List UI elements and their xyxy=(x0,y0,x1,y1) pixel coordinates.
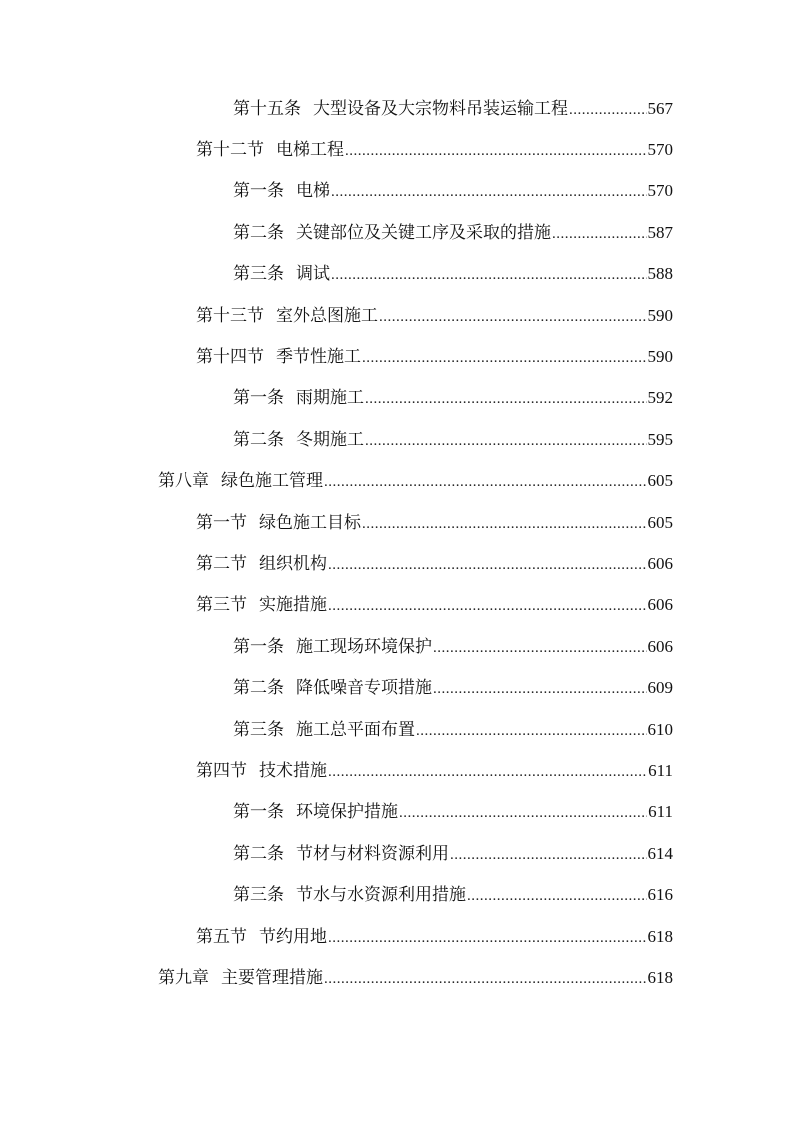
toc-entry[interactable] xyxy=(0,502,793,543)
toc-leader-dots xyxy=(433,679,647,699)
toc-entry[interactable] xyxy=(0,254,793,295)
toc-entry[interactable] xyxy=(0,336,793,377)
toc-entry-number: 第三节 xyxy=(196,595,247,616)
toc-entry-page: 618 xyxy=(647,926,673,946)
toc-entry-page: 587 xyxy=(647,222,673,242)
toc-entry[interactable] xyxy=(0,957,793,998)
toc-leader-dots xyxy=(365,431,647,451)
toc-entry[interactable] xyxy=(0,792,793,833)
toc-entry-number: 第三条 xyxy=(233,264,284,285)
toc-entry-title: 技术措施 xyxy=(259,760,327,781)
toc-entry-page: 605 xyxy=(647,512,673,532)
toc-entry-number: 第十四节 xyxy=(196,347,264,368)
toc-leader-dots xyxy=(416,721,647,741)
toc-entry-number: 第一条 xyxy=(233,802,284,823)
toc-entry-page: 570 xyxy=(647,181,673,201)
toc-entry[interactable] xyxy=(0,874,793,915)
toc-entry-number: 第九章 xyxy=(158,967,209,988)
toc-leader-dots xyxy=(569,100,647,120)
toc-entry-title: 大型设备及大宗物料吊装运输工程 xyxy=(313,98,568,119)
toc-entry-page: 570 xyxy=(647,140,673,160)
toc-leader-dots xyxy=(328,762,647,782)
toc-leader-dots xyxy=(450,845,647,865)
toc-entry-number: 第十三节 xyxy=(196,305,264,326)
toc-entry-number: 第五节 xyxy=(196,926,247,947)
toc-entry-title: 施工总平面布置 xyxy=(296,719,415,740)
toc-entry-number: 第三条 xyxy=(233,885,284,906)
toc-entry-title: 雨期施工 xyxy=(296,388,364,409)
toc-entry-number: 第二条 xyxy=(233,843,284,864)
toc-entry[interactable] xyxy=(0,833,793,874)
toc-entry-number: 第一条 xyxy=(233,388,284,409)
toc-entry-number: 第一节 xyxy=(196,512,247,533)
toc-entry[interactable] xyxy=(0,461,793,502)
toc-leader-dots xyxy=(362,348,647,368)
toc-entry[interactable] xyxy=(0,378,793,419)
toc-entry-title: 降低噪音专项措施 xyxy=(296,678,432,699)
table-of-contents xyxy=(0,88,793,999)
toc-entry-title: 环境保护措施 xyxy=(296,802,398,823)
toc-entry-title: 实施措施 xyxy=(259,595,327,616)
toc-entry[interactable] xyxy=(0,212,793,253)
toc-entry-title: 主要管理措施 xyxy=(221,967,323,988)
toc-entry[interactable] xyxy=(0,750,793,791)
toc-entry-page: 588 xyxy=(647,264,673,284)
toc-entry[interactable] xyxy=(0,626,793,667)
toc-entry-page: 606 xyxy=(647,636,673,656)
toc-entry-page: 611 xyxy=(648,802,673,822)
toc-entry-number: 第一条 xyxy=(233,636,284,657)
toc-entry-page: 605 xyxy=(647,471,673,491)
toc-entry[interactable] xyxy=(0,419,793,460)
toc-entry-title: 绿色施工管理 xyxy=(221,471,323,492)
toc-entry-title: 关键部位及关键工序及采取的措施 xyxy=(296,222,551,243)
toc-leader-dots xyxy=(324,472,647,492)
toc-entry-number: 第二节 xyxy=(196,553,247,574)
toc-leader-dots xyxy=(328,555,647,575)
toc-entry-page: 618 xyxy=(647,967,673,987)
toc-entry-title: 节材与材料资源利用 xyxy=(296,843,449,864)
toc-entry-page: 609 xyxy=(647,678,673,698)
toc-leader-dots xyxy=(379,307,647,327)
toc-leader-dots xyxy=(328,928,647,948)
toc-leader-dots xyxy=(399,803,647,823)
toc-entry-page: 590 xyxy=(647,305,673,325)
toc-entry-title: 组织机构 xyxy=(259,553,327,574)
toc-entry-number: 第十五条 xyxy=(233,98,301,119)
toc-entry-title: 室外总图施工 xyxy=(276,305,378,326)
toc-leader-dots xyxy=(331,182,647,202)
toc-entry[interactable] xyxy=(0,543,793,584)
toc-leader-dots xyxy=(552,224,647,244)
toc-entry-title: 冬期施工 xyxy=(296,429,364,450)
toc-entry-title: 绿色施工目标 xyxy=(259,512,361,533)
toc-entry-number: 第二条 xyxy=(233,222,284,243)
toc-entry-title: 调试 xyxy=(296,264,330,285)
toc-entry-number: 第四节 xyxy=(196,760,247,781)
toc-entry-number: 第三条 xyxy=(233,719,284,740)
toc-entry[interactable] xyxy=(0,667,793,708)
toc-entry[interactable] xyxy=(0,295,793,336)
toc-entry-number: 第八章 xyxy=(158,471,209,492)
toc-leader-dots xyxy=(328,596,647,616)
toc-entry-title: 节水与水资源利用措施 xyxy=(296,885,466,906)
toc-entry[interactable] xyxy=(0,709,793,750)
toc-entry-title: 电梯 xyxy=(296,181,330,202)
toc-entry-number: 第二条 xyxy=(233,429,284,450)
toc-leader-dots xyxy=(345,141,647,161)
toc-entry-title: 节约用地 xyxy=(259,926,327,947)
toc-entry-page: 606 xyxy=(647,595,673,615)
toc-leader-dots xyxy=(433,638,647,658)
toc-entry-page: 592 xyxy=(647,388,673,408)
toc-entry-page: 610 xyxy=(647,719,673,739)
toc-entry[interactable] xyxy=(0,171,793,212)
toc-leader-dots xyxy=(365,389,647,409)
toc-entry-title: 施工现场环境保护 xyxy=(296,636,432,657)
toc-leader-dots xyxy=(467,886,647,906)
toc-leader-dots xyxy=(324,969,647,989)
toc-entry[interactable] xyxy=(0,585,793,626)
toc-entry-page: 614 xyxy=(647,843,673,863)
toc-entry-page: 567 xyxy=(647,98,673,118)
toc-leader-dots xyxy=(331,265,647,285)
toc-entry-number: 第十二节 xyxy=(196,140,264,161)
toc-entry-title: 季节性施工 xyxy=(276,347,361,368)
toc-entry-page: 616 xyxy=(647,885,673,905)
toc-entry-page: 606 xyxy=(647,553,673,573)
toc-entry-title: 电梯工程 xyxy=(276,140,344,161)
toc-entry-number: 第一条 xyxy=(233,181,284,202)
toc-entry-page: 611 xyxy=(648,760,673,780)
toc-entry[interactable] xyxy=(0,88,793,129)
toc-entry-page: 590 xyxy=(647,347,673,367)
toc-entry[interactable] xyxy=(0,129,793,170)
toc-entry-page: 595 xyxy=(647,429,673,449)
toc-entry[interactable] xyxy=(0,916,793,957)
toc-leader-dots xyxy=(362,514,647,534)
toc-entry-number: 第二条 xyxy=(233,678,284,699)
